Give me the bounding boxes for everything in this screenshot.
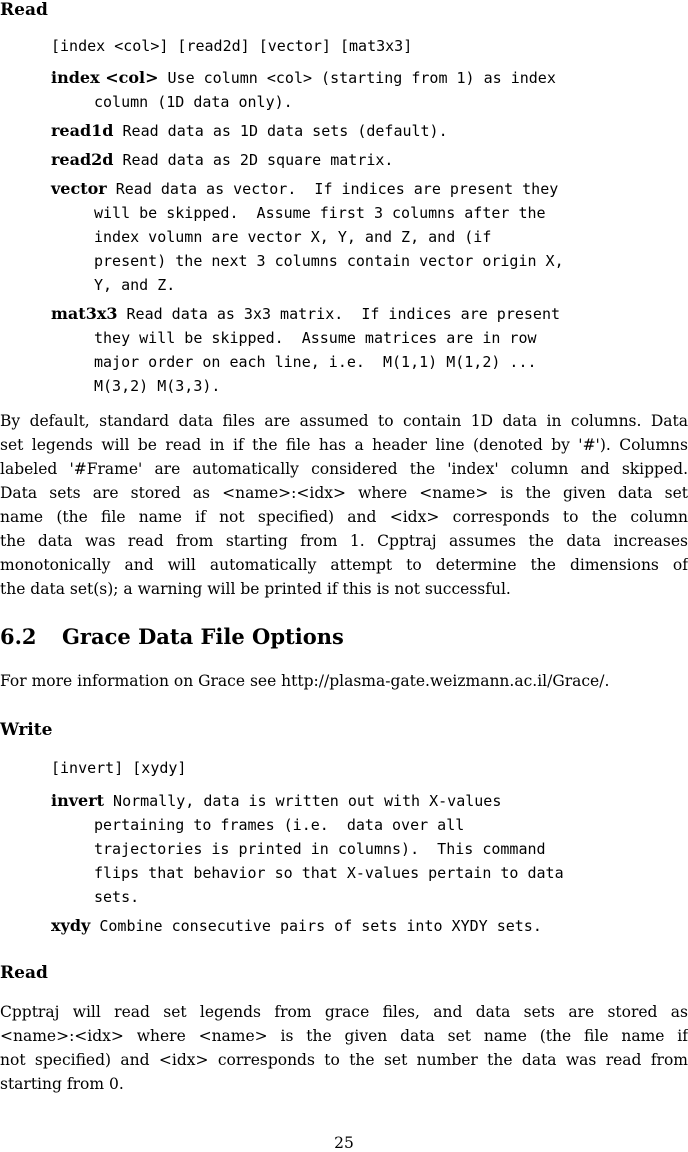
option-desc: major order on each line, i.e. M(1,1) M(1,2) ... — [94, 353, 537, 371]
paragraph-line: <name>:<idx> where <name> is the given data set name (the file name if — [0, 1027, 688, 1045]
read2-paragraph — [0, 1000, 688, 1096]
option-desc: Combine consecutive pairs of sets into XYDY sets. — [90, 917, 542, 935]
read2-heading: Read — [0, 963, 48, 983]
write-option-invert — [51, 789, 651, 909]
option-term: index <col> — [51, 68, 159, 87]
paragraph-line: the data was read from starting from 1. Cpptraj assumes the data increases — [0, 532, 688, 550]
option-desc: Normally, data is written out with X-values — [104, 792, 502, 810]
option-desc: index volumn are vector X, Y, and Z, and (if — [94, 228, 492, 246]
option-desc: Use column <col> (starting from 1) as index — [158, 69, 556, 87]
write-option-xydy — [51, 914, 651, 938]
paragraph-line: By default, standard data files are assumed to contain 1D data in columns. Data — [0, 412, 688, 430]
write-syntax: [invert] [xydy] — [51, 759, 187, 777]
option-desc: Read data as 2D square matrix. — [113, 151, 394, 169]
read-paragraph — [0, 409, 688, 601]
paragraph-line: Data sets are stored as <name>:<idx> where <name> is the given data set — [0, 484, 688, 502]
page-number: 25 — [334, 1134, 354, 1152]
option-desc: flips that behavior so that X-values pertain to data — [94, 864, 564, 882]
paragraph-line: monotonically and will automatically attempt to determine the dimensions of — [0, 556, 688, 574]
option-desc: Read data as 1D data sets (default). — [113, 122, 448, 140]
read-heading: Read — [0, 0, 48, 20]
option-term: mat3x3 — [51, 304, 118, 323]
read-option-mat3x3 — [51, 302, 651, 398]
option-desc: will be skipped. Assume first 3 columns after the — [94, 204, 546, 222]
option-desc: M(3,2) M(3,3). — [94, 377, 221, 395]
read-option-read1d — [51, 119, 651, 143]
section-heading — [0, 624, 344, 649]
paragraph-line: labeled '#Frame' are automatically considered the 'index' column and skipped. — [0, 460, 688, 478]
read-option-vector — [51, 177, 651, 297]
write-heading: Write — [0, 720, 53, 740]
option-term: read1d — [51, 121, 114, 140]
option-desc: column (1D data only). — [94, 93, 293, 111]
option-desc: Read data as vector. If indices are present they — [106, 180, 559, 198]
option-term: xydy — [51, 916, 91, 935]
option-desc: Y, and Z. — [94, 276, 176, 294]
grace-info — [0, 669, 688, 693]
option-term: invert — [51, 791, 105, 810]
paragraph-line: the data set(s); a warning will be printed if this is not successful. — [0, 580, 511, 598]
option-desc: trajectories is printed in columns). This command — [94, 840, 546, 858]
option-desc: pertaining to frames (i.e. data over all — [94, 816, 465, 834]
paragraph-line: For more information on Grace see http://plasma-gate.weizmann.ac.il/Grace/. — [0, 672, 610, 690]
paragraph-line: name (the file name if not specified) and <idx> corresponds to the column — [0, 508, 688, 526]
section-number: 6.2 — [0, 624, 37, 649]
read-option-index — [51, 66, 651, 114]
option-term: read2d — [51, 150, 114, 169]
read-option-read2d — [51, 148, 651, 172]
option-desc: sets. — [94, 888, 140, 906]
option-desc: present) the next 3 columns contain vector origin X, — [94, 252, 564, 270]
option-term: vector — [51, 179, 107, 198]
paragraph-line: Cpptraj will read set legends from grace files, and data sets are stored as — [0, 1003, 688, 1021]
option-desc: Read data as 3x3 matrix. If indices are present — [117, 305, 561, 323]
section-title: Grace Data File Options — [62, 624, 344, 649]
paragraph-line: starting from 0. — [0, 1075, 124, 1093]
read-syntax: [index <col>] [read2d] [vector] [mat3x3] — [51, 37, 413, 55]
option-desc: they will be skipped. Assume matrices are in row — [94, 329, 537, 347]
paragraph-line: not specified) and <idx> corresponds to the set number the data was read from — [0, 1051, 688, 1069]
paragraph-line: set legends will be read in if the file has a header line (denoted by '#'). Columns — [0, 436, 688, 454]
